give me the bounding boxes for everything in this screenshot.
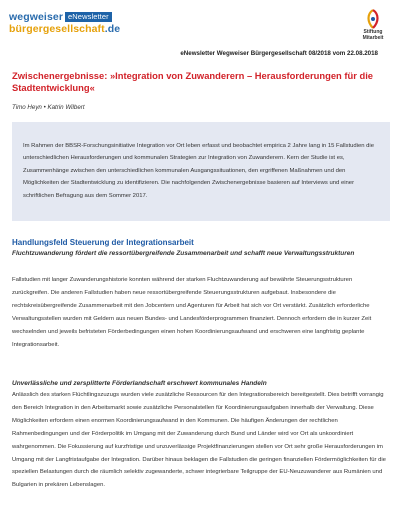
newsletter-issue-line: eNewsletter Wegweiser Bürgergesellschaft 08/2018 vom 22.08.2018 (180, 50, 378, 57)
section-heading: Handlungsfeld Steuerung der Integrationsarbeit (12, 238, 194, 247)
logo-domain: .de (104, 23, 121, 35)
article-authors: Timo Heyn • Katrin Wilbert (12, 104, 85, 111)
subheading-1: Fluchtzuwanderung fördert die ressortübergreifende Zusammenarbeit und schafft neue Verwaltungsstrukturen (12, 250, 355, 257)
wegweiser-logo[interactable] (9, 11, 127, 43)
enewsletter-badge: eNewsletter (65, 12, 112, 22)
subheading-2: Unverlässliche und zersplitterte Förderlandschaft erschwert kommunales Handeln (12, 380, 267, 387)
logo-wordmark: wegweiser (9, 11, 64, 23)
intro-text: Im Rahmen der BBSR-Forschungsinitiative Integration vor Ort leben erfasst und beobachtet empirica 2 Jahre lang in 15 Fallstudien die unterschiedlichen Herausforderungen und kommunalen Strategien zur Integration von Zuwanderern. Kern der Studie ist es, Zusammenhänge zwischen den unterschiedlichen kommunalen Ausgangssituationen, den ergriffenen Maßnahmen und den Möglichkeiten der Stadtentwicklung zu identifizieren. Die nachfolgenden Zwischenergebnisse basieren auf Interviews und einer schriftlichen Befragung aus dem Sommer 2017. (23, 143, 375, 199)
logo-line-2 (9, 23, 127, 36)
stiftung-mitarbeit-logo[interactable] (356, 8, 390, 46)
logo-site-name: bürgergesellschaft (9, 23, 105, 35)
intro-box (12, 122, 390, 221)
article-title: Zwischenergebnisse: »Integration von Zuwanderern – Herausforderungen für die Stadtentwicklung« (12, 70, 374, 93)
stiftung-name-line-1: Stiftung (363, 29, 383, 35)
paragraph-2: Anlässlich des starken Flüchtlingszuzugs wurden viele zusätzliche Ressourcen für den Integrationsbereich bereitgestellt. Dies betrifft vorrangig den Bereich Integration in den Arbeitsmarkt sowie zusätzliche Personalstellen für Koordinierungsaufgaben innerhalb der Verwaltung. Diese Möglichkeiten erfordern einen enormen Koordinierungsaufwand in den Kommunen. Die häufigen Änderungen der rechtlichen Rahmenbedingungen und der Förderpolitik im Umgang mit der Zuwanderung durch Bund und Länder wird vor Ort als unkoordiniert wahrgenommen. Die Fokussierung auf kurzfristige und unzuverlässige Projektfinanzierungen stellen vor Ort sehr große Herausforderungen im Umgang mit der Langfristaufgabe der Integration. Darüber hinaus beklagen die Fallstudien die geringen finanziellen Fördermöglichkeiten für die speziellen Belastungen durch die räumlich selektiv zugewanderte, schwer integrierbare Teilgruppe der EU-Neuzuwanderer aus Rumänien und Bulgarien in prekären Lebenslagen. (12, 392, 386, 489)
paragraph-1: Fallstudien mit langer Zuwanderungshistorie konnten während der starken Fluchtzuwanderung auf bewährte Steuerungsstrukturen zurückgreifen. Die anderen Fallstudien haben neue ressortübergreifende Steuerungsstrukturen aufgebaut. Insbesondere die rechtskreisübergreifende Zusammenarbeit mit den Jobcentern und Agenturen für Arbeit hat sich vor Ort verstärkt. Zusätzlich erforderliche Verwaltungsstellen wurden mit Geldern aus neuen Bundes- und Landesförderprogrammen finanziert. Dennoch erfordern die in kurzer Zeit wechselnden und jeweils befristeten Förderbedingungen einen hohen Koordinierungsaufwand und erschweren eine langfristig geplante Integrationsarbeit. (12, 277, 372, 348)
logo-line-1 (9, 11, 127, 23)
stiftung-name-line-2: Mitarbeit (362, 34, 384, 41)
stiftung-emblem-icon (362, 8, 384, 30)
